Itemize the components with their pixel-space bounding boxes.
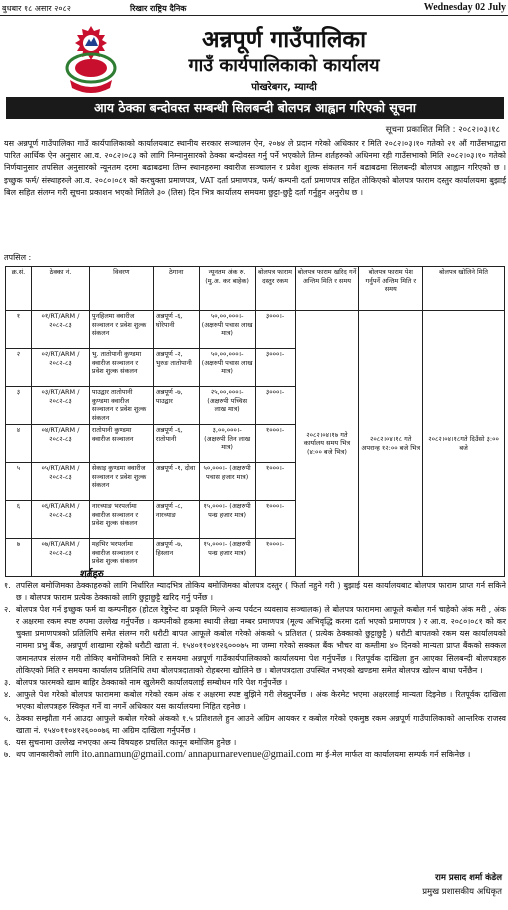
term-number: १. bbox=[4, 581, 11, 590]
row-fee: ३०००।- bbox=[255, 387, 295, 425]
term-number: ४. bbox=[4, 689, 11, 699]
term-item bbox=[4, 713, 506, 737]
term-item bbox=[4, 604, 506, 677]
term-item bbox=[4, 580, 506, 604]
col-address: ठेगाना bbox=[153, 267, 199, 311]
row-fee: १०००।- bbox=[255, 425, 295, 463]
intro-paragraph: यस अन्नपूर्ण गाउँपालिका गाउँ कार्यपालिकाको कार्यालयबाट स्थानीय सरकार सञ्चालन ऐन, २०७४ ले प्रदान गरेको अधिकार र मिति २०८२।०३।१० गतेको २१ औं गाउँसभाद्वारा पारित आर्थिक ऐन अनुसार आ.व. २०८२।०८३ को लागि निम्नानुसारको ठेक्का बन्दोवस्त गर्नु पर्ने भएकोले तिम्न शर्तहरुको अधिनमा रही गाउँसभाको मिति २०८२।०३।१० गतेको निर्णयानुसार तपसिल अनुसारको न्यूनतम दरमा बढाबढमा तिम्न स्थानहरुमा क्वारीज सञ्चालन र प्रवेश शुल्क संकलन गर्न बढाबढमा सिलबन्दी बोलपत्र आह्वान गरिएको छ । इच्छुक फर्म/ संस्थाहरुले आ.व. २०८०।०८१ को करचुक्ता प्रमाणपत्र, VAT दर्ता प्रमाणपत्र, फर्म/ कम्पनी दर्ता प्रमाणपत्र सहित तोकिएको बोलपत्र फाराम दस्तुर कार्यालयमा बुझाई बिल सहित संलग्न गरी सूचना प्रकाशन भएको मितिले ३० (तिस) दिन भित्र कार्यालय समयमा छुट्टा-छुट्टै दर्ता गर्नुहुन अनुरोध छ । bbox=[4, 139, 506, 197]
row-sn: ४ bbox=[6, 425, 32, 463]
row-contract-no: ०२/RT/ARM /२०८२-८३ bbox=[31, 349, 89, 387]
row-description: भु. तातोपानी कुण्डमा क्वारीज सञ्चालन र प्रवेश शुल्क संकलन bbox=[89, 349, 153, 387]
row-description: नारच्याङ भरपर्लामा क्वारीज सञ्चालन र प्रवेश शुल्क संकलन bbox=[89, 501, 153, 539]
term-text: आफुले पेश गरेको बोलपत्र फाराममा कबोल गरेको रकम अंक र अक्षरमा स्पष्ट बुझिने गरी लेख्नुपर्नेछ । अंक केरमेट भएमा अक्षरलाई मान्यता दिइनेछ । रितपूर्वक दाखिला भएका बोलपत्रहरु स्विकृत गर्ने वा नगर्ने अधिकार यस कार्यालयमा निहित रहनेछ । bbox=[16, 689, 506, 711]
col-min-amount: न्यूनतम अंक रु. (मु.अ. कर बाहेक) bbox=[199, 267, 255, 311]
english-date: Wednesday 02 July bbox=[423, 2, 506, 13]
col-contract-no: ठेक्का नं. bbox=[31, 267, 89, 311]
col-sn: क्र.सं. bbox=[6, 267, 32, 311]
term-number: ७. bbox=[4, 750, 11, 760]
row-fee: १०००।- bbox=[255, 539, 295, 577]
row-fee: १०००।- bbox=[255, 463, 295, 501]
row-amount: ५०,००,०००।- (अक्षरुपी पचास लाख मात्र) bbox=[199, 311, 255, 349]
office-address: पोखरेबगर, म्याग्दी bbox=[251, 82, 317, 93]
newspaper-header bbox=[0, 0, 508, 16]
term-number: ३. bbox=[4, 677, 11, 687]
row-description: पुनहिलमा क्वारीज सञ्चालन र प्रवेश शुल्क संकलन bbox=[89, 311, 153, 349]
row-sn: ५ bbox=[6, 463, 32, 501]
notice-title: आय ठेक्का बन्दोवस्त सम्बन्धी सिलबन्दी बोलपत्र आह्वान गरिएको सूचना bbox=[6, 97, 504, 119]
row-amount: १५,०००।- (अक्षरुपी पन्ध्र हजार मात्र) bbox=[199, 539, 255, 577]
office-subtitle: गाउँ कार्यपालिकाको कार्यालय bbox=[188, 55, 380, 76]
col-submit-deadline: बोलपत्र फाराम पेश गर्नुपर्ने अन्तिम मिति र समय bbox=[359, 267, 423, 311]
row-fee: ३०००।- bbox=[255, 311, 295, 349]
annex-label: तपसिल : bbox=[4, 253, 32, 262]
row-description: पाउद्वार तातोपानी कुण्डमा क्वारीज सञ्चालन र प्रवेश शुल्क संकलन bbox=[89, 387, 153, 425]
row-address: अन्नपूर्ण -२, भुरुङ तातोपानी bbox=[153, 349, 199, 387]
signatory-name: राम प्रसाद शर्मा कंडेल bbox=[435, 873, 502, 883]
term-text: ठेक्का सम्झौता गर्न आउदा आफुले कबोल गरेको अंकको १.५ प्रतिशतले हुन आउने अग्रिम आयकर र कबोल गरेको एकमुष्ठ रकम अन्नपूर्ण गाउँपालिकाको आन्तरिक राजस्व खाता नं. १५४०११०४१२६०००७६ मा अग्रिम दाखिला गर्नुपर्नेछ । bbox=[16, 714, 506, 736]
row-contract-no: ०३/RT/ARM /२०८२-८३ bbox=[31, 387, 89, 425]
col-purchase-deadline: बोलपत्र फाराम खरिद गर्ने अन्तिम मिति र समय bbox=[295, 267, 359, 311]
submit-deadline: २०८२।०४।१८ गते अपरान्ह १२:०० बजे भित्र bbox=[359, 311, 423, 577]
term-text: बोलपत्र फारमको खाम बाहिर ठेक्काको नाम खुलेमरी कार्यालयलाई सम्बोधन गरि पेश गर्नुपर्नेछ । bbox=[16, 677, 288, 687]
purchase-deadline: २०८२।०४।१७ गते कार्यालय समय भित्र (४:०० बजे भित्र) bbox=[295, 311, 359, 577]
row-address: अन्नपूर्ण -७, हिस्लान bbox=[153, 539, 199, 577]
terms-heading: शर्तहरु bbox=[80, 569, 104, 580]
row-sn: ६ bbox=[6, 501, 32, 539]
row-sn: ७ bbox=[6, 539, 32, 577]
row-amount: ५०,००,०००।- (अक्षरुपी पचास लाख मात्र) bbox=[199, 349, 255, 387]
newspaper-name: रिखार राष्ट्रिय दैनिक bbox=[130, 4, 187, 13]
nepali-date: बुधबार १८ असार २०८२ bbox=[2, 4, 71, 13]
term-text: तपसिल बमोजिमका ठेक्काहरुको लागि निर्धारित म्यादभित्र तोकिय बमोजिमका बोलपत्र दस्तुर ( फिर्ता नहुने गरी ) बुझाई यस कार्यालयबाट बोलपत्र फाराम प्राप्त गर्न सकिने छ । बोलपत्र फाराम प्रत्येक ठेक्काको लागि छुट्टाछुट्टै खरिद गर्नु पर्नेछ । bbox=[16, 581, 506, 603]
table-header-row bbox=[6, 267, 505, 311]
row-contract-no: ०१/RT/ARM /२०८२-८३ bbox=[31, 311, 89, 349]
term-number: ५. bbox=[4, 714, 11, 724]
row-address: अन्नपूर्ण -७, पाउद्वार bbox=[153, 387, 199, 425]
row-amount: २५,००,०००।- (अक्षरुपी पच्चिस लाख मात्र) bbox=[199, 387, 255, 425]
col-form-fee: बोलपत्र फाराम दस्तुर रकम bbox=[255, 267, 295, 311]
signatory-title: प्रमुख प्रशासकीय अधिकृत bbox=[422, 887, 502, 897]
row-sn: २ bbox=[6, 349, 32, 387]
bid-table bbox=[5, 266, 505, 577]
contact-prefix: थप जानकारीको लागि bbox=[16, 750, 80, 760]
contact-suffix: मा ई-मेल मार्फत वा कार्यालयमा सम्पर्क गर्न सकिनेछ । bbox=[315, 750, 471, 760]
row-amount: ३,००,०००।- (अक्षरुपी तिन लाख मात्र) bbox=[199, 425, 255, 463]
col-opening-date: बोलपत्र खोलिने मिति bbox=[423, 267, 505, 311]
term-item bbox=[4, 737, 506, 749]
office-name: अन्नपूर्ण गाउँपालिका bbox=[201, 27, 367, 53]
col-description: विवरण bbox=[89, 267, 153, 311]
row-description: रातोपानी कुण्डमा क्वारीज सञ्चालन bbox=[89, 425, 153, 463]
row-address: अन्नपूर्ण -६, रातोपानी bbox=[153, 425, 199, 463]
opening-date: २०८२।०४।१८गते दिउँसो ३:०० बजे bbox=[423, 311, 505, 577]
row-contract-no: ०६/RT/ARM /२०८२-८३ bbox=[31, 501, 89, 539]
row-description: महभिर भरपर्लामा क्वारीज सञ्चालन र प्रवेश शुल्क संकलन bbox=[89, 539, 153, 577]
row-address: अन्नपूर्ण -८, नारच्याङ bbox=[153, 501, 199, 539]
row-sn: ३ bbox=[6, 387, 32, 425]
row-address: अन्नपूर्ण -१, दोवा bbox=[153, 463, 199, 501]
term-number: २. bbox=[4, 605, 11, 615]
row-fee: १०००।- bbox=[255, 501, 295, 539]
table-row bbox=[6, 311, 505, 349]
row-sn: १ bbox=[6, 311, 32, 349]
term-text: यस सुचनामा उल्लेख नभएका अन्य विषयहरु प्रचलित कानून बमोजिम हुनेछ । bbox=[16, 738, 237, 748]
term-item bbox=[4, 689, 506, 713]
row-address: अन्नपूर्ण -६, घोरेपानी bbox=[153, 311, 199, 349]
terms-list bbox=[4, 580, 506, 761]
publish-date: सूचना प्रकाशित मिति : २०८२।०३।१८ bbox=[385, 125, 500, 135]
term-item bbox=[4, 677, 506, 689]
row-contract-no: ०५/RT/ARM /२०८२-८३ bbox=[31, 463, 89, 501]
term-number: ६. bbox=[4, 738, 11, 748]
row-fee: ३०००।- bbox=[255, 349, 295, 387]
row-description: सेकाइ कुण्डमा क्वारीज सञ्चालन र प्रवेश शुल्क संकलन bbox=[89, 463, 153, 501]
row-amount: १५,०००।- (अक्षरुपी पन्ध्र हजार मात्र) bbox=[199, 501, 255, 539]
row-contract-no: ०७/RT/ARM /२०८२-८३ bbox=[31, 539, 89, 577]
term-item-contact bbox=[4, 749, 506, 761]
term-text: बोलपत्र पेश गर्न इच्छुक फर्म वा कम्पनीहरु (होटल रेष्टुरेन्ट वा प्रकृति मिल्ने अन्य पर्यटन व्यवसाय सञ्चालक) ले बोलपत्र फाराममा आफूले कबोल गर्न चाहेको अंक मरी , अंक र अक्षरमा रकम स्पष्ट रुपमा उल्लेख गर्नुपर्नेछ । कम्पनीको हकमा स्थायी लेखा नम्बर प्रमाणपत्र (मूल्य अभिवृद्धि करमा दर्ता भएको प्रमाणपत्र ) र आ.व. २०८०।०८१ को कर चुक्ता प्रमाणपत्रको प्रतिलिपि समेत संलग्न गरी धरौटी बापत आफूले कबोल गरेको अंकको ५ प्रतिशत ( प्रत्येक ठेक्काको छुट्टाछुट्टै ) धरौटी बापतको रकम यस कार्यालयको नाममा प्रभु बैंक, अन्नपूर्ण शाखामा रहेको धरौटी खाता नं. १५४०११०४१२६०००७५ मा जम्मा गरेको सक्कल बैंक भौचर वा कम्तीमा ४० दिनको मान्यता प्राप्त बैंकको सक्कल जमानतपत्र संलग्न गरी तोकिए बमोजिमको मिति र समयमा अन्नपूर्ण गाउँकार्यपालिकाको कार्यालयमा पेश गर्नुपर्नेछ । रितपूर्वक दाखिला हुन आएका सिलबन्दी बोलपत्रहरु तोकिएको मिति र समयमा कार्यालय प्रतिनिधि तथा बोलपत्रदाताको रोहबरमा खोलिने छ । बोलपत्रदाता उपस्थित नभएको खण्डमा समेत बोलपत्र खोल्न बाधा पर्नेछैन । bbox=[16, 605, 506, 675]
contact-emails[interactable]: ito.annamun@gmail.com/ annapurnarevenue@gmail.com bbox=[81, 749, 314, 761]
row-contract-no: ०४/RT/ARM /२०८२-८३ bbox=[31, 425, 89, 463]
row-amount: ५०,०००।- (अक्षरुपी पचास हजार मात्र) bbox=[199, 463, 255, 501]
